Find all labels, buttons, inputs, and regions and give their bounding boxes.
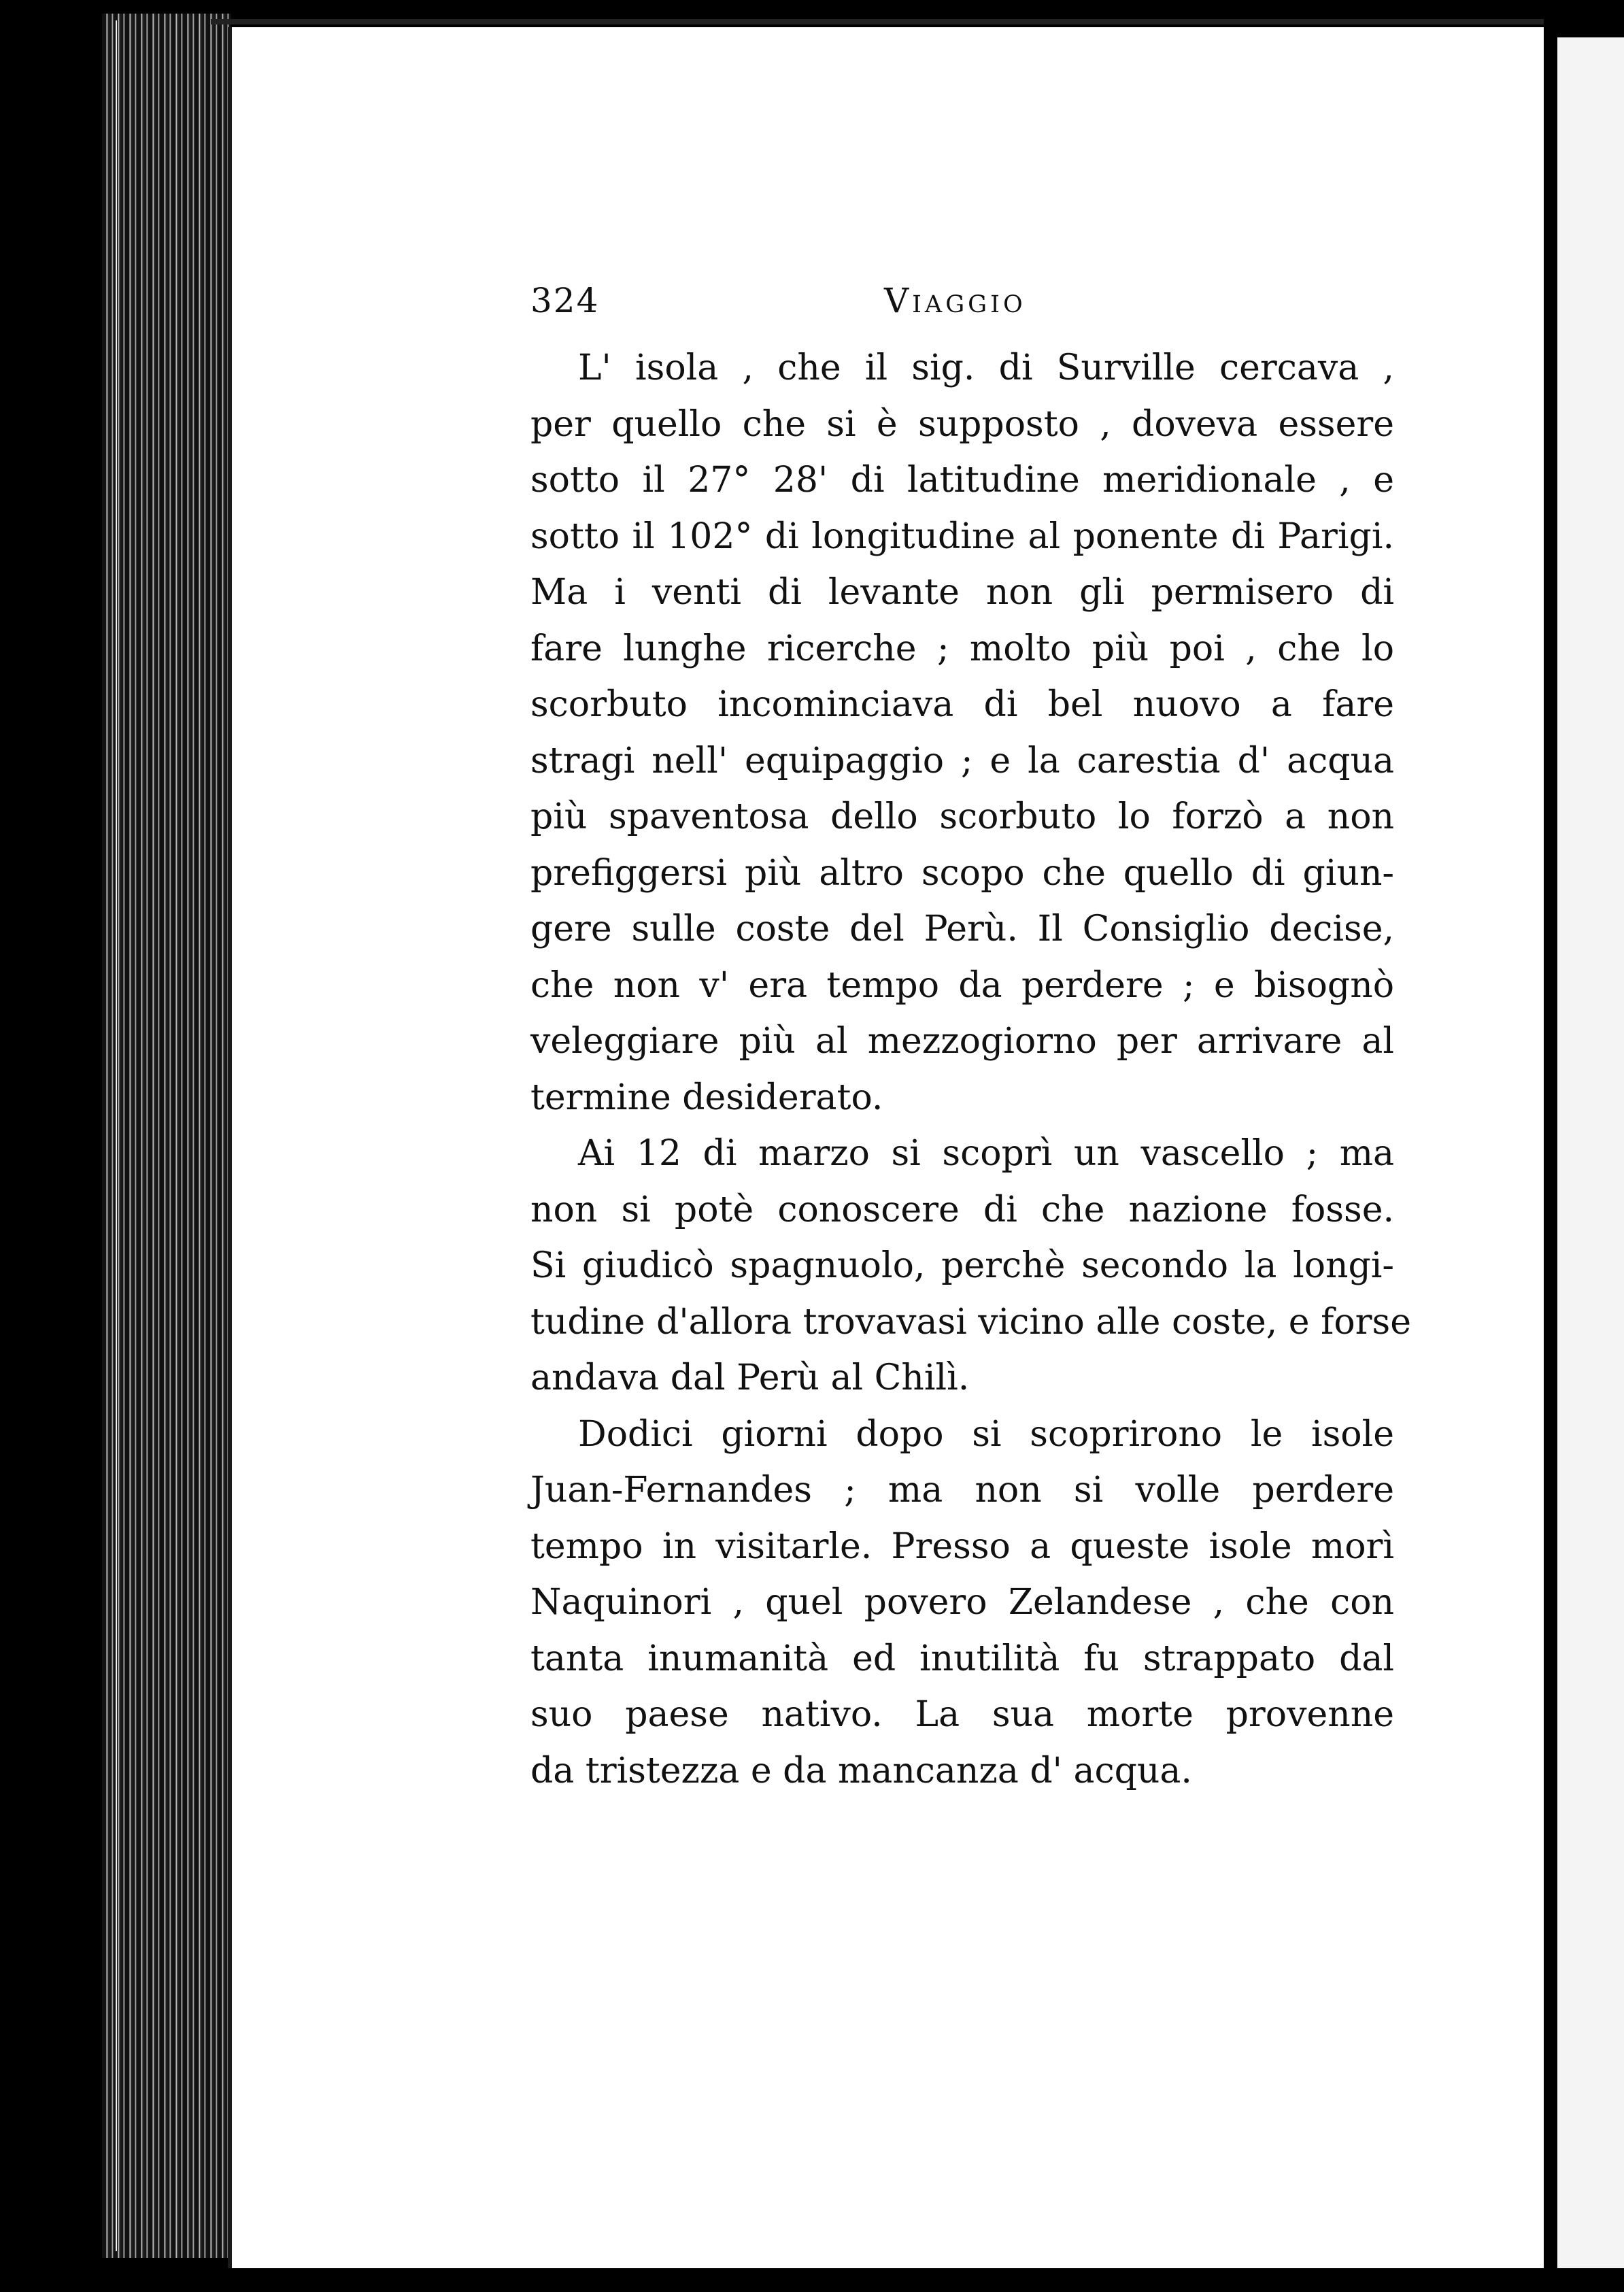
text-line: che non v' era tempo da perdere ; e bisognò (530, 964, 1394, 1006)
paragraph-1 (530, 340, 1394, 1126)
text-line: prefiggersi più altro scopo che quello di giun- (530, 852, 1394, 894)
text-line: termine desiderato. (530, 1077, 883, 1118)
text-line: sotto il 27° 28' di latitudine meridionale , e (530, 460, 1394, 501)
text-line: fare lunghe ricerche ; molto più poi , che lo (530, 628, 1394, 669)
text-line: gere sulle coste del Perù. Il Consiglio decise, (530, 909, 1394, 949)
text-line: Si giudicò spagnuolo, perchè secondo la longi- (530, 1245, 1394, 1286)
text-line: da tristezza e da mancanza d' acqua. (530, 1750, 1192, 1791)
text-line: Ai 12 di marzo si scoprì un vascello ; ma (578, 1133, 1394, 1174)
paragraph-2 (530, 1126, 1411, 1406)
text-line: tudine d'allora trovavasi vicino alle coste, e forse (530, 1301, 1411, 1343)
text-line: non si potè conoscere di che nazione fosse. (530, 1189, 1394, 1230)
text-line: scorbuto incominciava di bel nuovo a fare (530, 684, 1394, 725)
text-line: per quello che si è supposto , doveva essere (530, 403, 1394, 445)
text-line: sotto il 102° di longitudine al ponente di Parigi. (530, 516, 1394, 557)
running-head (530, 281, 1401, 328)
text-line: Ma i venti di levante non gli permisero di (530, 572, 1394, 613)
text-line: Naquinori , quel povero Zelandese , che con (530, 1582, 1394, 1623)
page-top-edge (211, 19, 1544, 24)
facing-page-sliver (1557, 37, 1624, 2268)
page-edge-line (116, 20, 117, 2251)
running-title: Viaggio (884, 281, 1026, 320)
text-line: suo paese nativo. La sua morte provenne (530, 1694, 1394, 1735)
text-line: più spaventosa dello scorbuto lo forzò a non (530, 796, 1394, 837)
body-text (530, 340, 1411, 1799)
text-line: tempo in visitarle. Presso a queste isole morì (530, 1526, 1394, 1567)
text-line: stragi nell' equipaggio ; e la carestia d' acqua (530, 740, 1394, 781)
page-number: 324 (530, 281, 600, 320)
text-line: veleggiare più al mezzogiorno per arrivare al (530, 1021, 1394, 1062)
text-line: andava dal Perù al Chilì. (530, 1358, 970, 1398)
text-line: tanta inumanità ed inutilità fu strappato dal (530, 1638, 1394, 1679)
text-line: Dodici giorni dopo si scoprirono le isole (578, 1413, 1394, 1455)
text-line: L' isola , che il sig. di Surville cercava , (578, 348, 1394, 388)
paragraph-3 (530, 1406, 1394, 1800)
book-page-edges (102, 14, 231, 2258)
text-line: Juan-Fernandes ; ma non si volle perdere (530, 1470, 1394, 1511)
